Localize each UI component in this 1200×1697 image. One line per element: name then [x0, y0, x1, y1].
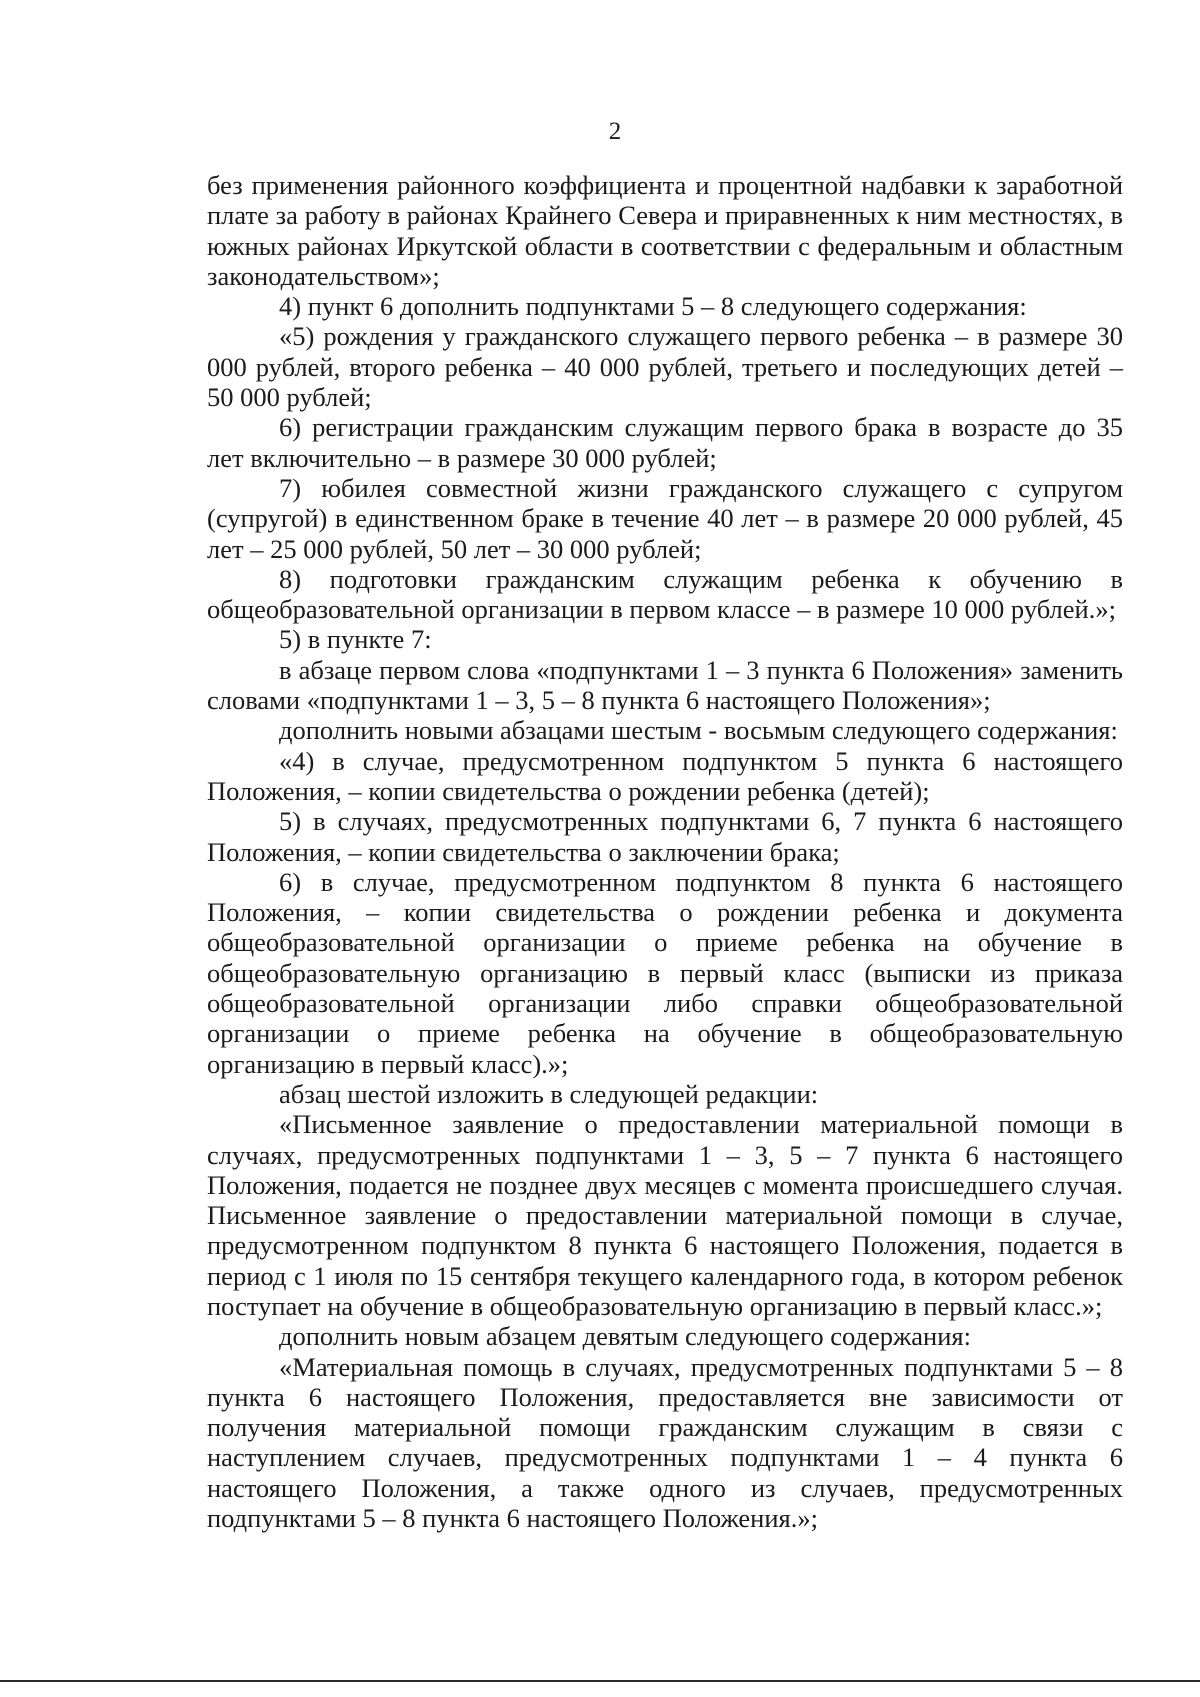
paragraph: «4) в случае, предусмотренном подпунктом 5 пункта 6 настоящего Положения, – копии свидетельства о рождении ребенка (детей); [207, 745, 1123, 806]
paragraph: 5) в пункте 7: [279, 624, 432, 655]
paragraph: 5) в случаях, предусмотренных подпунктами 6, 7 пункта 6 настоящего Положения, – копии свидетельства о заключении брака; [207, 806, 1123, 867]
paragraph: 4) пункт 6 дополнить подпунктами 5 – 8 следующего содержания: [279, 291, 1027, 322]
paragraph: 6) в случае, предусмотренном подпунктом 8 пункта 6 настоящего Положения, – копии свидетельства о рождении ребенка и документа общеобразовательной организации о приеме ребенка на обучение в общеобразовательную организацию в первый класс (выписки из приказа общеобразовательной организации либо справки общеобразовательной организации о приеме ребенка на обучение в общеобразовательную организацию в первый класс).»; [207, 866, 1123, 1079]
page-number: 2 [608, 118, 622, 145]
paragraph: 6) регистрации гражданским служащим первого брака в возрасте до 35 лет включительно – в размере 30 000 рублей; [207, 412, 1123, 473]
paragraph: в абзаце первом слова «подпунктами 1 – 3 пункта 6 Положения» заменить словами «подпунктами 1 – 3, 5 – 8 пункта 6 настоящего Положения»; [207, 654, 1123, 716]
paragraph: без применения районного коэффициента и процентной надбавки к заработной плате за работу в районах Крайнего Севера и приравненных к ним местностях, в южных районах Иркутской области в соответствии с федеральным и областным законодательством»; [207, 170, 1123, 291]
paragraph: «Материальная помощь в случаях, предусмотренных подпунктами 5 – 8 пункта 6 настоящего Положения, предоставляется вне зависимости от получения материальной помощи гражданским служащим в связи с наступлением случаев, предусмотренных подпунктами 1 – 4 пункта 6 настоящего Положения, а также одного из случаев, предусмотренных подпунктами 5 – 8 пункта 6 настоящего Положения.»; [207, 1351, 1123, 1534]
paragraph: «5) рождения у гражданского служащего первого ребенка – в размере 30 000 рублей, второго ребенка – 40 000 рублей, третьего и последующих детей – 50 000 рублей; [207, 321, 1123, 413]
document-body [207, 170, 1123, 1533]
paragraph: «Письменное заявление о предоставлении материальной помощи в случаях, предусмотренных подпунктами 1 – 3, 5 – 7 пункта 6 настоящего Положения, подается не позднее двух месяцев с момента происшедшего случая. Письменное заявление о предоставлении материальной помощи в случае, предусмотренном подпунктом 8 пункта 6 настоящего Положения, подается в период с 1 июля по 15 сентября текущего календарного года, в котором ребенок поступает на обучение в общеобразовательную организацию в первый класс.»; [207, 1109, 1123, 1321]
paragraph: дополнить новым абзацем девятым следующего содержания: [279, 1321, 971, 1352]
paragraph: абзац шестой изложить в следующей редакции: [279, 1078, 819, 1109]
scan-edge-line [0, 1680, 1200, 1682]
paragraph: 8) подготовки гражданским служащим ребенка к обучению в общеобразовательной организации в первом классе – в размере 10 000 рублей.»; [207, 563, 1123, 625]
paragraph: дополнить новыми абзацами шестым - восьмым следующего содержания: [279, 715, 1118, 746]
paragraph: 7) юбилея совместной жизни гражданского служащего с супругом (супругой) в единственном браке в течение 40 лет – в размере 20 000 рублей, 45 лет – 25 000 рублей, 50 лет – 30 000 рублей; [207, 472, 1123, 564]
